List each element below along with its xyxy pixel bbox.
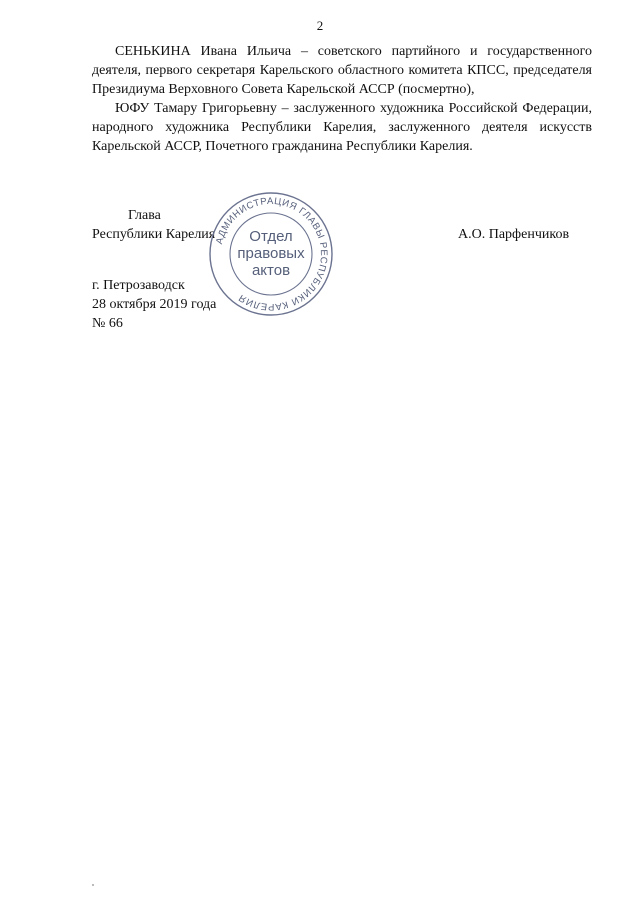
issue-place: г. Петрозаводск xyxy=(92,278,185,293)
signatory-name: А.О. Парфенчиков xyxy=(458,227,570,242)
stamp-seal-icon xyxy=(207,190,335,318)
office-stamp xyxy=(207,190,335,318)
paragraph-yufa: ЮФУ Тамару Григорьевну – заслуженного художника Российской Федерации, народного художника Республики Карелия, заслуженного деятеля искусств Карельской АССР, Почетного гражданина Республики Карелия. xyxy=(92,101,592,154)
stamp-ring-text: АДМИНИСТРАЦИЯ ГЛАВЫ РЕСПУБЛИКИ КАРЕЛИЯ xyxy=(214,195,330,313)
issue-date: 28 октября 2019 года xyxy=(92,297,217,312)
document-body xyxy=(92,42,592,156)
stamp-center-line1: Отдел xyxy=(249,228,293,245)
paragraph-senkin: СЕНЬКИНА Ивана Ильича – советского партийного и государственного деятеля, первого секретаря Карельского областного комитета КПСС, председателя Президиума Верховного Совета Карельской АССР (посмертно), xyxy=(92,44,592,97)
scan-artifact xyxy=(92,884,94,886)
page-number: 2 xyxy=(316,18,324,33)
stamp-center-line3: актов xyxy=(251,262,291,279)
signatory-title-line1: Глава xyxy=(128,208,161,223)
stamp-center-line2: правовых xyxy=(237,245,305,262)
document-number: № 66 xyxy=(92,316,123,331)
signatory-title-line2: Республики Карелия xyxy=(92,227,216,242)
document-footer xyxy=(92,276,216,333)
